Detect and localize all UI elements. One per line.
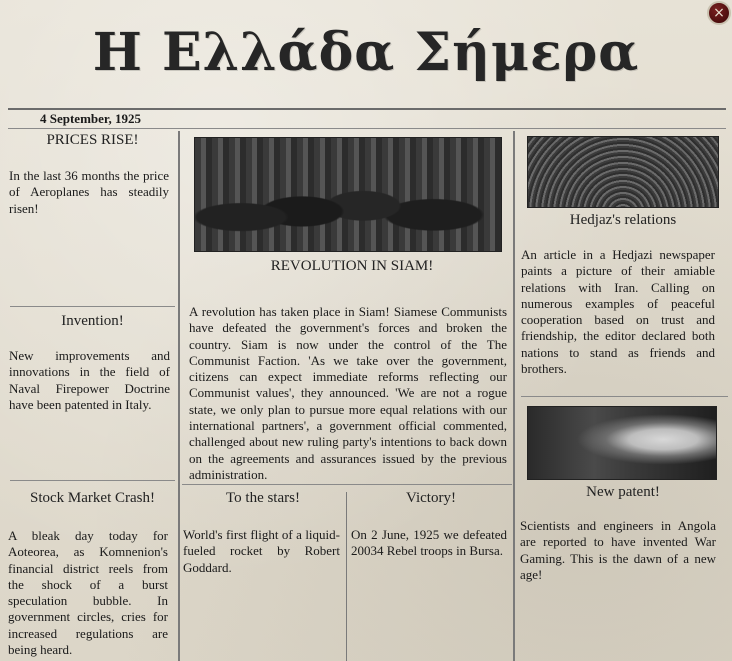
victory-headline: Victory!	[406, 490, 456, 506]
masthead-rule-top	[8, 108, 726, 110]
issue-date: 4 September, 1925	[40, 111, 141, 126]
patent-portrait-photo	[527, 406, 717, 480]
hedjaz-crowd-photo	[527, 136, 719, 208]
close-icon: ×	[713, 5, 725, 21]
stars-headline: To the stars!	[226, 490, 300, 506]
stars-body: World's first flight of a liquid-fueled rocket by Robert Goddard.	[183, 527, 340, 575]
left-separator-2	[10, 480, 175, 481]
hedjaz-body: An article in a Hedjazi newspaper paints a picture of their amiable relations with Iran. Calling on numerous examples of peaceful cooperation based on trust and friendship, the editor declared both nations to stand as friends and brothers.	[521, 247, 715, 377]
masthead-rule-bottom	[8, 128, 726, 129]
patent-body: Scientists and engineers in Angola are reported to have invented War Gaming. This is the dawn of a new age!	[520, 518, 716, 582]
column-divider-right	[513, 131, 515, 661]
column-divider-bottom-center	[346, 492, 347, 661]
stock-market-body: A bleak day today for Aoteorea, as Komnenion's financial district reels from the shock of a burst speculation bubble. In government circles, cries for increased regulations are being heard.	[8, 528, 168, 658]
siam-headline: REVOLUTION IN SIAM!	[270, 258, 434, 274]
stock-market-headline: Stock Market Crash!	[30, 490, 155, 506]
hedjaz-headline: Hedjaz's relations	[569, 212, 677, 228]
prices-rise-headline: PRICES RISE!	[46, 132, 139, 148]
victory-body: On 2 June, 1925 we defeated 20034 Rebel troops in Bursa.	[351, 527, 507, 559]
siam-revolution-photo	[194, 137, 502, 252]
left-separator-1	[10, 306, 175, 307]
newspaper-title: Η Ελλάδα Σήμερα	[92, 22, 640, 83]
invention-headline: Invention!	[61, 313, 124, 329]
prices-rise-body: In the last 36 months the price of Aeroplanes has steadily risen!	[9, 168, 169, 216]
invention-body: New improvements and innovations in the field of Naval Firepower Doctrine have been patented in Italy.	[9, 348, 170, 412]
right-separator	[521, 396, 728, 397]
patent-headline: New patent!	[586, 484, 660, 500]
center-separator	[182, 484, 512, 485]
column-divider-left	[178, 131, 180, 661]
siam-body: A revolution has taken place in Siam! Siamese Communists have defeated the government's forces and broken the country. Siam is now under the control of the The Communist Faction. 'As we take over the government, citizens can expect immediate reforms reflecting our Communist values', they announced. 'We are not a rogue state, we only plan to pursue more equal relations with our international partners', a government official commented, challenged about new ruling party's intentions to back down on the agreements and assurances issued by the previous administration.	[189, 304, 507, 482]
